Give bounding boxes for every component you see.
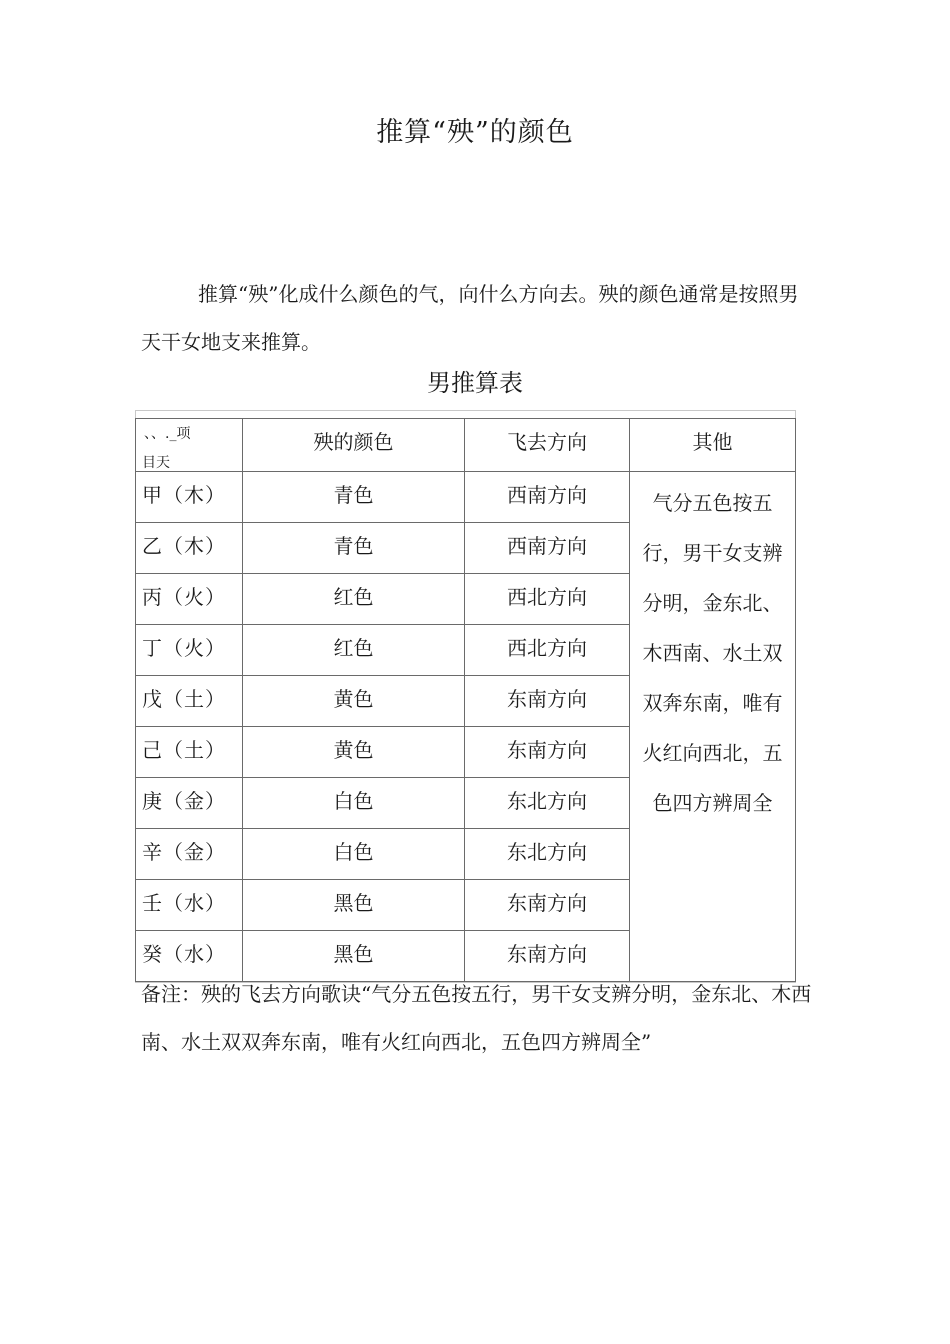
color-cell: 青色 — [243, 523, 465, 574]
corner-label-bottom: 目天 — [142, 455, 170, 471]
direction-cell: 东南方向 — [465, 880, 630, 931]
color-cell: 黄色 — [243, 727, 465, 778]
color-cell: 白色 — [243, 778, 465, 829]
direction-cell: 东南方向 — [465, 676, 630, 727]
color-cell: 黄色 — [243, 676, 465, 727]
stem-cell: 甲（木） — [136, 472, 243, 523]
direction-cell: 西北方向 — [465, 625, 630, 676]
table-row — [136, 472, 796, 523]
direction-cell: 东南方向 — [465, 727, 630, 778]
color-cell: 黑色 — [243, 931, 465, 982]
stem-cell: 乙（木） — [136, 523, 243, 574]
stem-cell: 辛（金） — [136, 829, 243, 880]
stem-cell: 癸（水） — [136, 931, 243, 982]
direction-cell: 西北方向 — [465, 574, 630, 625]
intro-text: 推算“殃”化成什么颜色的气，向什么方向去。殃的颜色通常是按照男天干女地支来推算。 — [141, 282, 799, 354]
table-header-row — [136, 419, 796, 472]
stem-cell: 丁（火） — [136, 625, 243, 676]
header-direction: 飞去方向 — [465, 419, 630, 472]
table-title: 男推算表 — [427, 369, 523, 397]
other-text: 气分五色按五行，男干女支辨分明，金东北、木西南、水土双双奔东南，唯有火红向西北，五色四方辨周全 — [642, 491, 783, 815]
header-other: 其他 — [630, 419, 796, 472]
corner-label-top: 、、._项 — [144, 426, 191, 442]
header-color: 殃的颜色 — [243, 419, 465, 472]
color-cell: 青色 — [243, 472, 465, 523]
stem-cell: 庚（金） — [136, 778, 243, 829]
other-cell — [630, 472, 796, 982]
calculation-table — [135, 418, 796, 982]
stem-cell: 戊（土） — [136, 676, 243, 727]
color-cell: 红色 — [243, 574, 465, 625]
corner-header-cell — [136, 419, 243, 472]
note-paragraph: 备注：殃的飞去方向歌诀“气分五色按五行，男干女支辨分明，金东北、木西南、水土双双奔东南，唯有火红向西北，五色四方辨周全” — [141, 982, 812, 1054]
stem-cell: 壬（水） — [136, 880, 243, 931]
color-cell: 黑色 — [243, 880, 465, 931]
direction-cell: 东北方向 — [465, 829, 630, 880]
direction-cell: 西南方向 — [465, 472, 630, 523]
direction-cell: 东南方向 — [465, 931, 630, 982]
stem-cell: 己（土） — [136, 727, 243, 778]
direction-cell: 西南方向 — [465, 523, 630, 574]
color-cell: 红色 — [243, 625, 465, 676]
direction-cell: 东北方向 — [465, 778, 630, 829]
stem-cell: 丙（火） — [136, 574, 243, 625]
page-title: 推算“殃”的颜色 — [376, 117, 574, 148]
color-cell: 白色 — [243, 829, 465, 880]
intro-paragraph — [141, 270, 811, 366]
